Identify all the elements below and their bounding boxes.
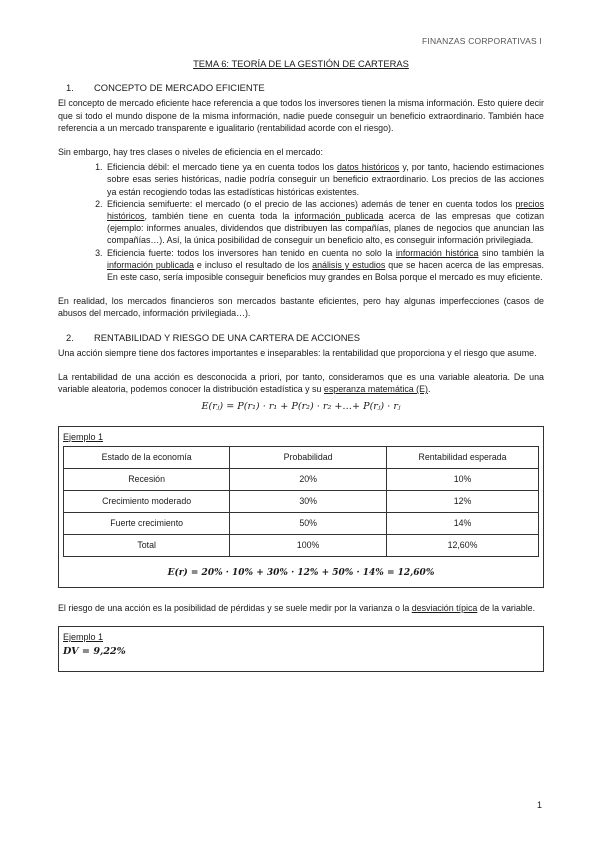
running-header: FINANZAS CORPORATIVAS I bbox=[422, 36, 542, 46]
column-header: Estado de la economía bbox=[64, 446, 230, 468]
document-title: TEMA 6: TEORÍA DE LA GESTIÓN DE CARTERAS bbox=[193, 58, 409, 69]
table-cell: 12% bbox=[387, 490, 539, 512]
content bbox=[58, 56, 544, 686]
paragraph: En realidad, los mercados financieros son mercados bastante eficientes, pero hay algunas imperfecciones (casos de abusos del mercado, información privilegiada…). bbox=[58, 296, 544, 319]
list-item: 1. Eficiencia débil: el mercado tiene ya en cuenta todos los datos históricos y, por tanto, haciendo estimaciones sobre esas series históricas, nadie podría conseguir un beneficio extraordinario. Los precios de las acciones ya están recogiendo todas las estadísticas históricas existentes. bbox=[105, 161, 544, 198]
example-title: Ejemplo 1 bbox=[63, 632, 104, 643]
underlined-term: esperanza matemática (E) bbox=[323, 384, 428, 395]
example-table bbox=[63, 446, 539, 557]
underlined-term: desviación típica bbox=[411, 603, 478, 614]
underlined-term: información publicada bbox=[107, 259, 194, 270]
table-cell: Fuerte crecimiento bbox=[64, 512, 230, 534]
section-2-heading bbox=[58, 332, 544, 344]
table-cell: 100% bbox=[230, 534, 387, 556]
table-cell: 12,60% bbox=[387, 534, 539, 556]
table-row bbox=[64, 490, 539, 512]
underlined-term: datos históricos bbox=[336, 162, 400, 173]
section-1-heading bbox=[58, 82, 544, 94]
page-number: 1 bbox=[536, 800, 542, 810]
table-cell: 14% bbox=[387, 512, 539, 534]
expected-return-formula: E(rⱼ) = P(r₁) · r₁ + P(r₂) · r₂ +…+ P(rⱼ) · rⱼ bbox=[201, 401, 401, 413]
table-header-row bbox=[64, 446, 539, 468]
table-row-total bbox=[64, 534, 539, 556]
section-2-number: 2. bbox=[66, 331, 74, 343]
section-1-title: CONCEPTO DE MERCADO EFICIENTE bbox=[94, 82, 265, 94]
table-row bbox=[64, 512, 539, 534]
table-cell: Crecimiento moderado bbox=[64, 490, 230, 512]
paragraph: La rentabilidad de una acción es desconocida a priori, por tanto, consideramos que es una variable aleatoria. De una variable aleatoria, podemos conocer la distribución estadística y su esperanza matemática (E). bbox=[58, 372, 544, 395]
paragraph: El concepto de mercado eficiente hace referencia a que todos los inversores tienen la misma información. Esto quiere decir que si todo el mundo dispone de la misma información, nadie puede conseguir un beneficio extraordinario. También hace referencia a un mercado transparente e igualitario (rentabilidad acorde con el riesgo). bbox=[58, 98, 544, 133]
section-1-number: 1. bbox=[66, 82, 74, 94]
table-cell: Total bbox=[64, 534, 230, 556]
standard-deviation-value: DV = 9,22% bbox=[63, 646, 126, 658]
table-cell: 10% bbox=[387, 468, 539, 490]
paragraph: Una acción siempre tiene dos factores importantes e inseparables: la rentabilidad que proporciona y el riesgo que asume. bbox=[58, 347, 537, 358]
section-2-title: RENTABILIDAD Y RIESGO DE UNA CARTERA DE ACCIONES bbox=[94, 331, 361, 343]
paragraph: El riesgo de una acción es la posibilidad de pérdidas y se suele medir por la varianza o la desviación típica de la variable. bbox=[58, 603, 536, 614]
underlined-term: información publicada bbox=[294, 211, 384, 222]
underlined-term: precios históricos bbox=[107, 198, 544, 222]
underlined-term: información histórica bbox=[395, 247, 479, 258]
example-formula: E(r) = 20% · 10% + 30% · 12% + 50% · 14% = 12,60% bbox=[167, 567, 435, 578]
list-item: 3. Eficiencia fuerte: todos los inversores han tenido en cuenta no solo la información histórica sino también la información publicada e incluso el resultado de los análisis y estudios que se hacen acerca de las empresas. En este caso, sería imposible conseguir beneficios muy grandes en Bolsa porque el mercado es muy eficiente. bbox=[105, 247, 544, 284]
underlined-term: análisis y estudios bbox=[312, 259, 386, 270]
table-cell: 30% bbox=[230, 490, 387, 512]
column-header: Rentabilidad esperada bbox=[387, 446, 539, 468]
column-header: Probabilidad bbox=[230, 446, 387, 468]
example-title: Ejemplo 1 bbox=[63, 431, 104, 442]
table-cell: Recesión bbox=[64, 468, 230, 490]
efficiency-list bbox=[58, 161, 544, 283]
list-item: 2. Eficiencia semifuerte: el mercado (o el precio de las acciones) además de tener en cuenta todos los precios históricos, también tiene en cuenta toda la información publicada acerca de las empresas que cotizan (ejemplo: informes anuales, dividendos que distribuyen las compañías, planes de negocios que anuncian las compañías…). Así, la única posibilidad de conseguir un beneficio alto, es conseguir información privilegiada. bbox=[105, 198, 544, 247]
example-box bbox=[58, 426, 544, 588]
table-row bbox=[64, 468, 539, 490]
paragraph: Sin embargo, hay tres clases o niveles de eficiencia en el mercado: bbox=[58, 147, 323, 158]
table-cell: 20% bbox=[230, 468, 387, 490]
example-box-2 bbox=[58, 626, 544, 671]
table-cell: 50% bbox=[230, 512, 387, 534]
